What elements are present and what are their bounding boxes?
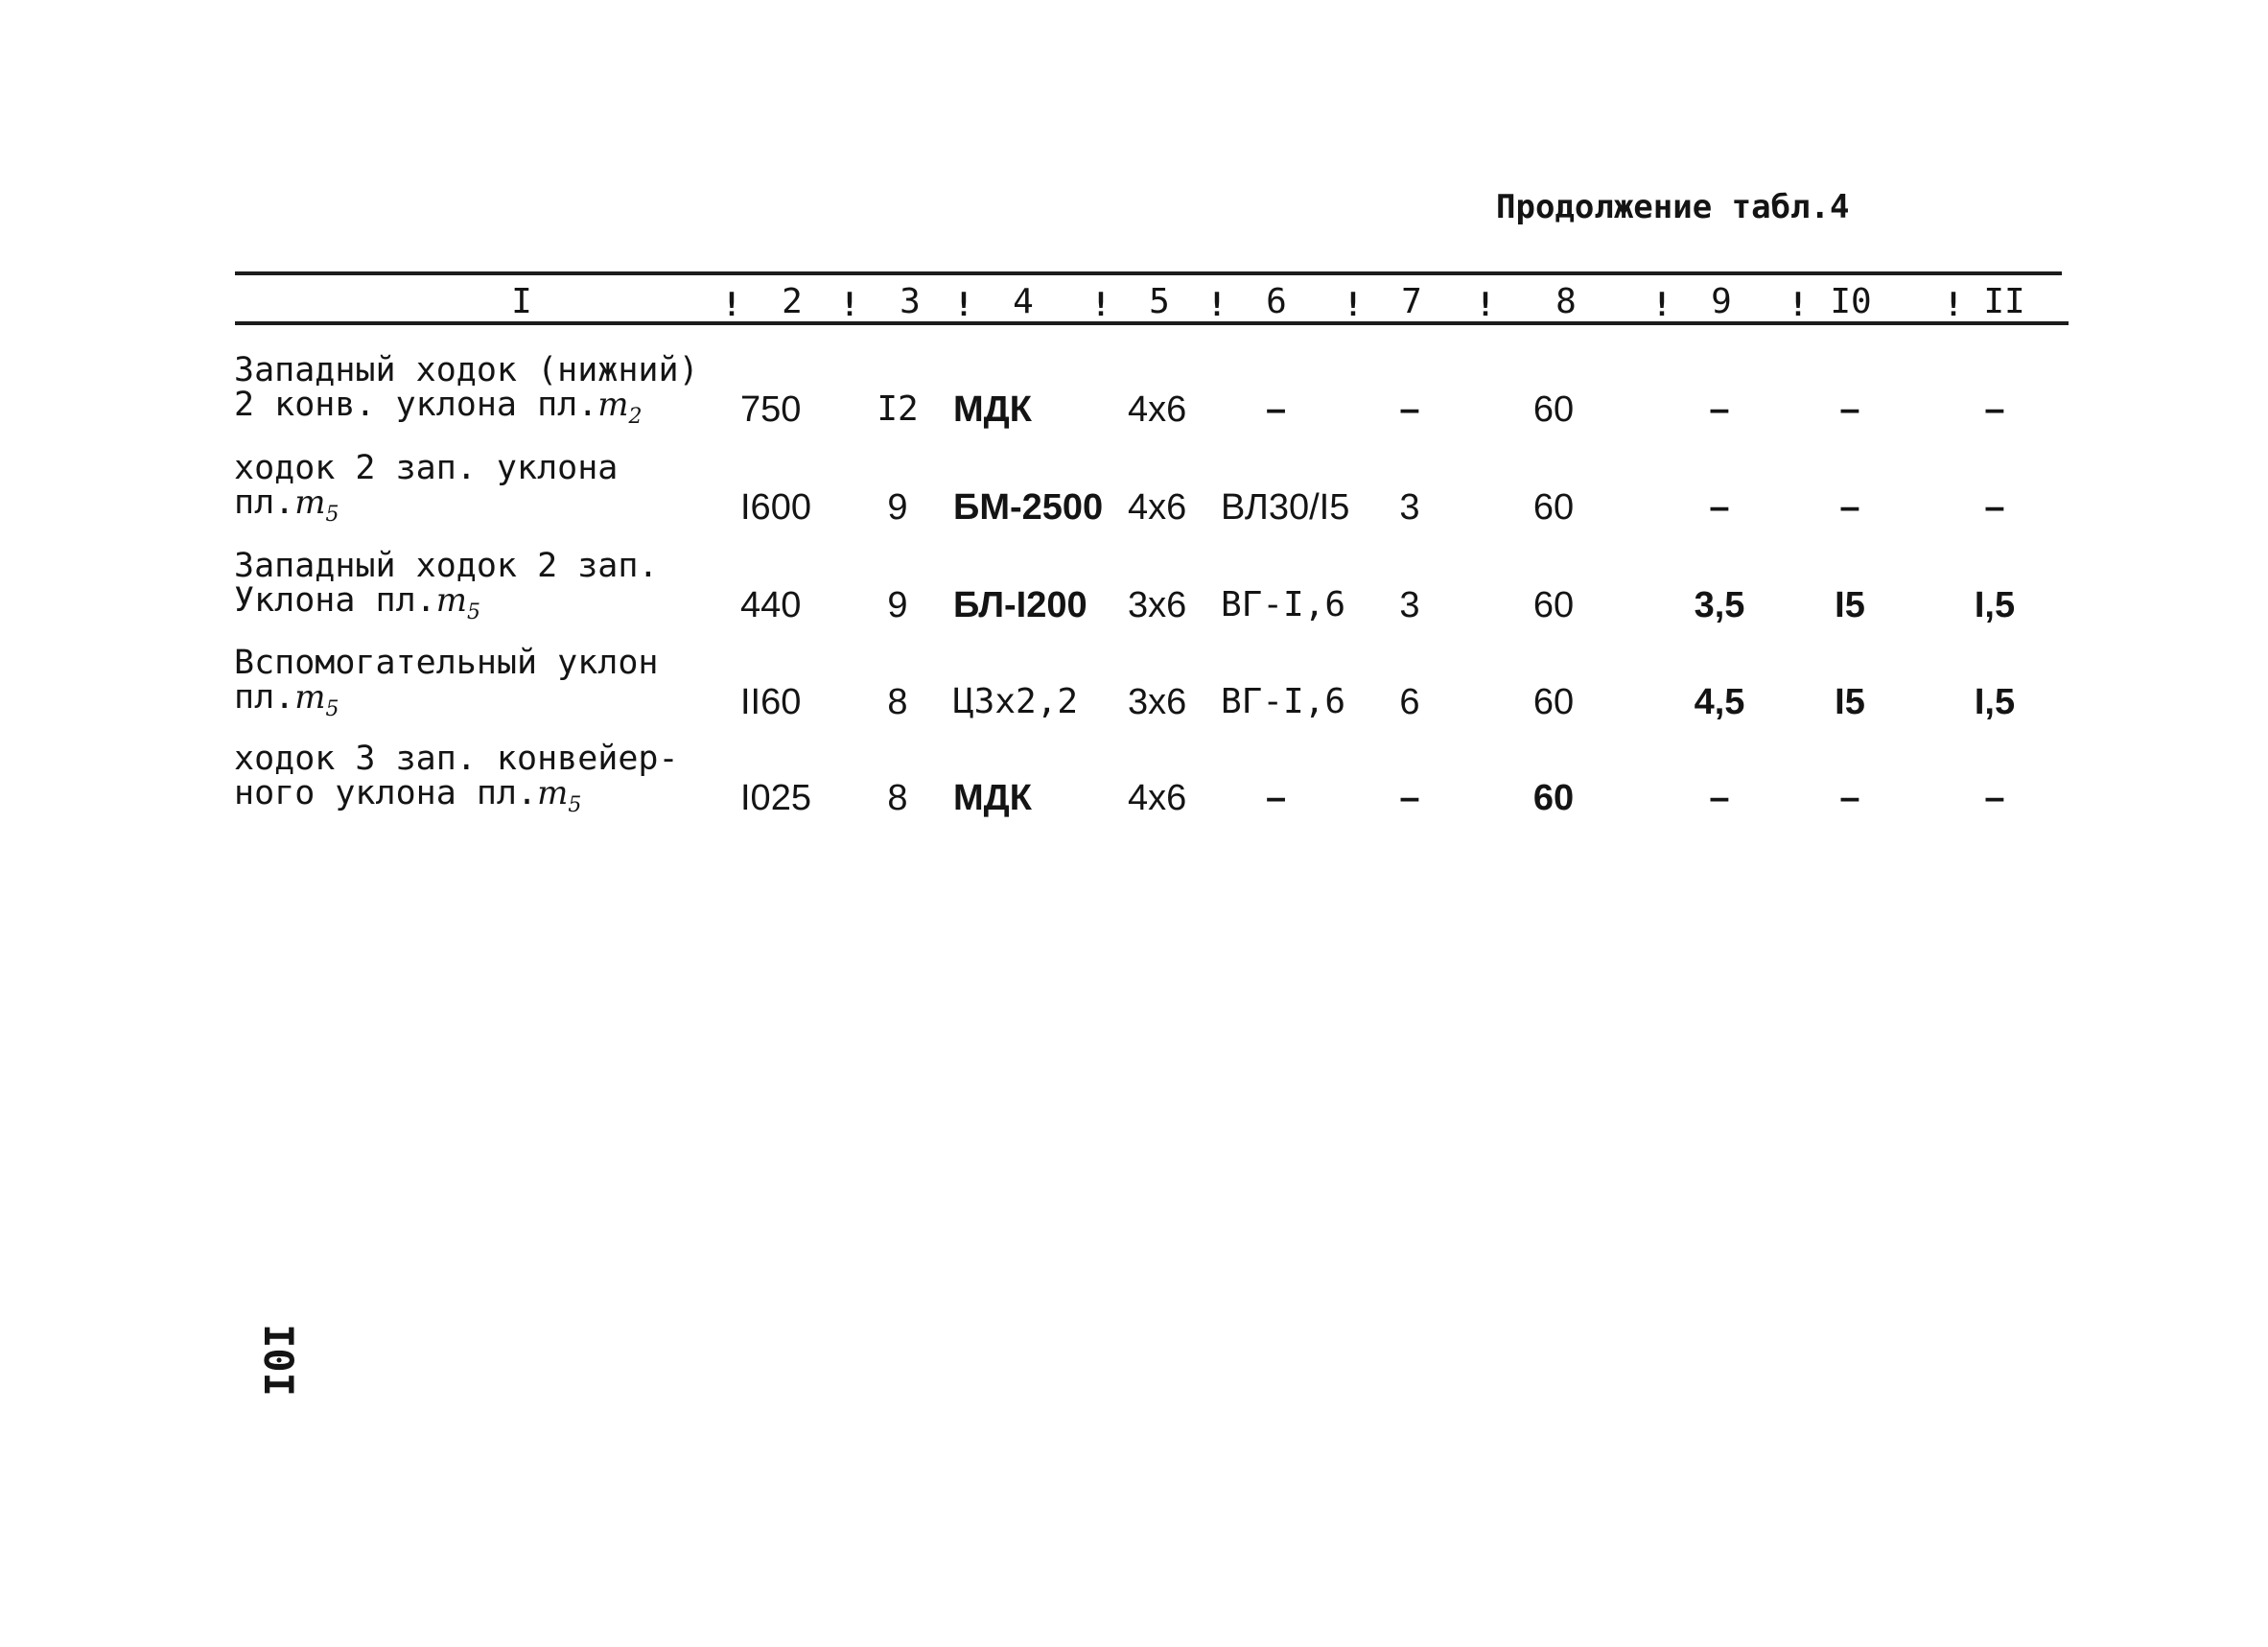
row-name-line2-text: 2 конв. уклона пл. [234, 386, 598, 424]
cell-col-3: 8 [887, 682, 908, 722]
cell-col-10: I5 [1835, 585, 1865, 625]
row-name [234, 353, 699, 435]
header-col-6: 6 [1266, 282, 1287, 321]
table-row [0, 646, 2268, 732]
table-row [0, 353, 2268, 439]
cell-col-10: – [1839, 778, 1860, 818]
cell-col-5: 4x6 [1128, 389, 1187, 430]
header-col-11: II [1983, 282, 2025, 321]
cell-col-8: 60 [1532, 682, 1575, 722]
header-separator: ! [953, 286, 974, 324]
cell-col-4: МДК [953, 389, 1032, 430]
cell-col-6: ВГ-I,6 [1221, 585, 1346, 624]
header-separator: ! [1343, 286, 1364, 324]
cell-col-9: 4,5 [1694, 682, 1745, 722]
cell-col-2: 750 [740, 389, 802, 430]
cell-col-10: I5 [1835, 682, 1865, 722]
header-separator: ! [1651, 286, 1672, 324]
row-name-line1: ходок 2 зап. уклона [234, 449, 619, 487]
cell-col-3: 8 [887, 778, 908, 818]
row-name-line2 [234, 485, 618, 532]
cell-col-10: – [1839, 389, 1860, 430]
header-separator: ! [1475, 286, 1496, 324]
cell-col-4: БМ-2500 [953, 487, 1104, 528]
cell-col-8: 60 [1532, 585, 1575, 625]
row-name-line1: Вспомогательный уклон [234, 644, 659, 682]
header-col-10: I0 [1830, 282, 1872, 321]
row-name-line1: ходок 3 зап. конвейер- [234, 740, 679, 778]
cell-col-11: I,5 [1974, 682, 2016, 722]
cell-col-9: 3,5 [1694, 585, 1745, 625]
header-col-3: 3 [900, 282, 921, 321]
header-col-1: I [511, 282, 532, 321]
formula-m [597, 386, 643, 429]
formula-m [294, 483, 339, 527]
formula-m-letter: m [537, 774, 569, 812]
cell-col-2: I025 [740, 778, 811, 818]
header-col-2: 2 [782, 282, 803, 321]
cell-col-6: – [1266, 778, 1287, 818]
row-name-line2-text: ного уклона пл. [234, 774, 538, 812]
header-separator: ! [1943, 286, 1964, 324]
cell-col-8: 60 [1532, 389, 1575, 430]
formula-m-letter: m [435, 581, 467, 620]
header-col-8: 8 [1555, 282, 1577, 321]
header-col-5: 5 [1149, 282, 1170, 321]
header-col-7: 7 [1401, 282, 1422, 321]
formula-m [435, 581, 480, 624]
cell-col-6: ВЛ30/I5 [1221, 487, 1350, 528]
cell-col-5: 4x6 [1128, 778, 1187, 818]
cell-col-5: 3x6 [1128, 682, 1187, 722]
formula-m-subscript: 5 [325, 696, 339, 721]
cell-col-10: – [1839, 487, 1860, 528]
row-name [234, 549, 659, 630]
row-name [234, 646, 659, 727]
cell-col-2: 440 [740, 585, 802, 625]
formula-m-subscript: 5 [568, 792, 582, 817]
cell-col-7: 3 [1399, 585, 1420, 625]
cell-col-2: I600 [740, 487, 811, 528]
cell-col-8: 60 [1532, 778, 1575, 818]
row-name [234, 741, 679, 823]
formula-m-subscript: 5 [325, 502, 339, 527]
page-number: I0I [256, 1324, 304, 1397]
cell-col-7: 6 [1399, 682, 1420, 722]
cell-col-6: ВГ-I,6 [1221, 682, 1346, 721]
row-name-line2 [234, 388, 699, 435]
cell-col-4: МДК [953, 778, 1032, 818]
formula-m-letter: m [597, 386, 629, 424]
cell-col-11: – [1984, 389, 2005, 430]
formula-m [537, 774, 582, 817]
header-separator: ! [839, 286, 860, 324]
formula-m [294, 678, 339, 721]
table-caption: Продолжение табл.4 [1496, 188, 1850, 226]
cell-col-11: – [1984, 487, 2005, 528]
cell-col-4: Ц3x2,2 [953, 682, 1079, 721]
table-header-rule [235, 321, 2069, 325]
row-name-line2-text: Уклона пл. [234, 581, 436, 620]
cell-col-7: 3 [1399, 487, 1420, 528]
header-separator: ! [1206, 286, 1228, 324]
header-col-9: 9 [1711, 282, 1732, 321]
row-name-line1: Западный ходок (нижний) [234, 351, 699, 389]
formula-m-letter: m [294, 483, 326, 522]
cell-col-9: – [1709, 389, 1730, 430]
cell-col-3: I2 [877, 389, 919, 429]
cell-col-7: – [1399, 389, 1420, 430]
header-separator: ! [721, 286, 742, 324]
row-name [234, 451, 618, 532]
row-name-line2 [234, 776, 679, 823]
header-separator: ! [1788, 286, 1809, 324]
row-name-line1: Западный ходок 2 зап. [234, 547, 659, 585]
table-row [0, 741, 2268, 828]
formula-m-subscript: 2 [628, 404, 643, 429]
table-row [0, 451, 2268, 537]
row-name-line2 [234, 680, 659, 727]
header-col-4: 4 [1013, 282, 1034, 321]
cell-col-6: – [1266, 389, 1287, 430]
cell-col-5: 4x6 [1128, 487, 1187, 528]
row-name-line2-text: пл. [234, 678, 295, 717]
cell-col-8: 60 [1532, 487, 1575, 528]
formula-m-letter: m [294, 678, 326, 717]
table-header [0, 282, 2268, 324]
cell-col-2: II60 [740, 682, 802, 722]
cell-col-5: 3x6 [1128, 585, 1187, 625]
cell-col-3: 9 [887, 585, 908, 625]
cell-col-9: – [1709, 487, 1730, 528]
cell-col-7: – [1399, 778, 1420, 818]
header-separator: ! [1090, 286, 1111, 324]
table-top-rule [235, 271, 2062, 275]
cell-col-9: – [1709, 778, 1730, 818]
table-row [0, 549, 2268, 635]
formula-m-subscript: 5 [466, 600, 480, 624]
cell-col-11: – [1984, 778, 2005, 818]
row-name-line2-text: пл. [234, 483, 295, 522]
row-name-line2 [234, 583, 659, 630]
cell-col-4: БЛ-I200 [953, 585, 1087, 625]
cell-col-11: I,5 [1974, 585, 2016, 625]
cell-col-3: 9 [887, 487, 908, 528]
